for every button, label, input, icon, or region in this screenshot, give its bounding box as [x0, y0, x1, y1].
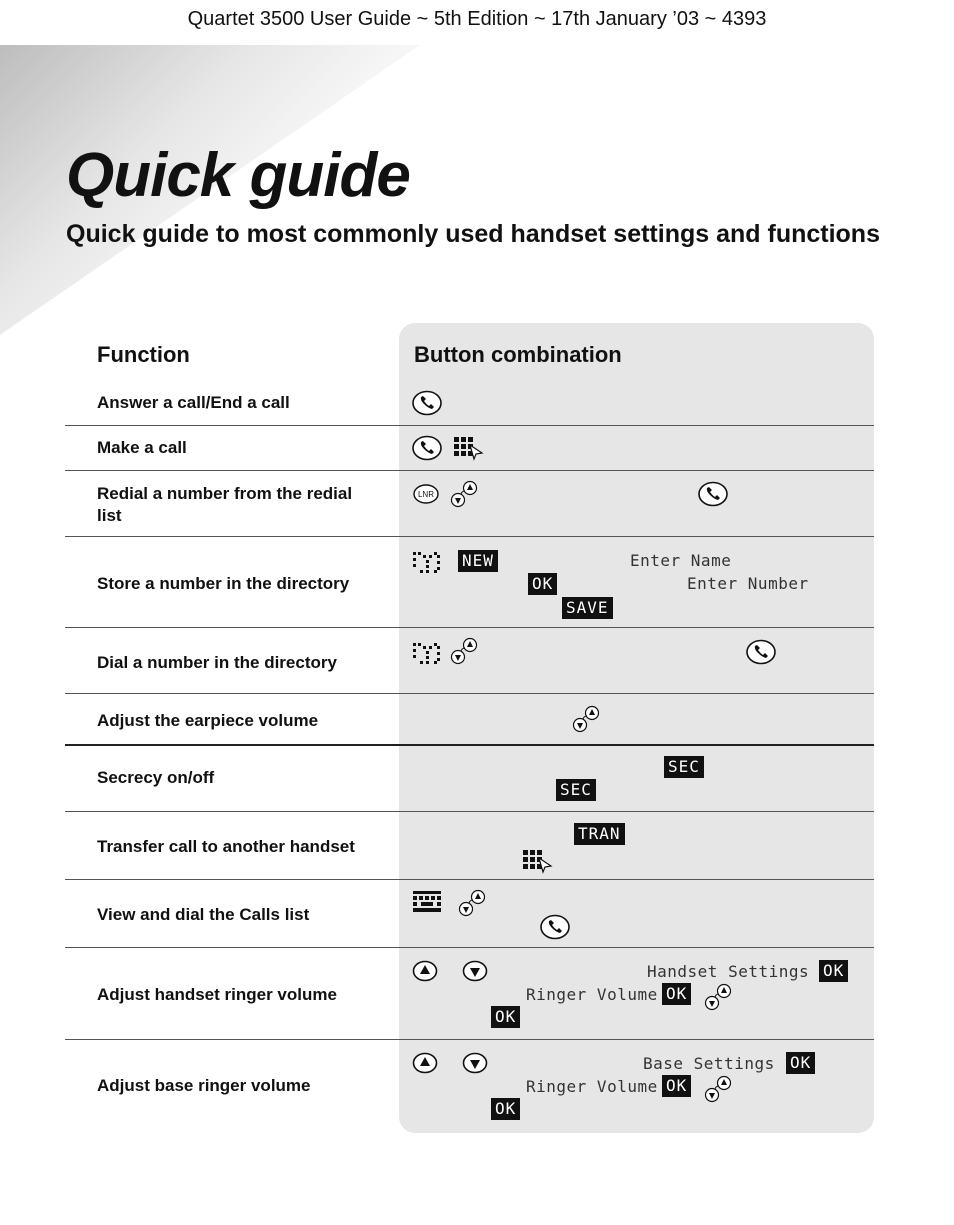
display-ok: OK [491, 1098, 520, 1120]
button-combination-cell [400, 746, 870, 812]
function-label: Redial a number from the redial list [97, 484, 353, 525]
screen-text-enter-number: Enter Number [687, 574, 809, 593]
scroll-button-icon [456, 888, 490, 918]
button-combination-cell [400, 880, 870, 948]
screen-text-base-settings: Base Settings [643, 1054, 775, 1073]
button-combination-cell [400, 537, 870, 628]
button-combination-cell [400, 380, 870, 426]
function-label: Adjust handset ringer volume [97, 985, 337, 1004]
table-row [65, 537, 874, 628]
page-title: Quick guide [66, 141, 410, 210]
display-ok: OK [662, 983, 691, 1005]
screen-text-ringer-volume: Ringer Volume [526, 1077, 658, 1096]
screen-text-ringer-volume: Ringer Volume [526, 985, 658, 1004]
scroll-button-icon [448, 636, 482, 666]
table-row [65, 746, 874, 812]
button-combination-column-header: Button combination [414, 342, 622, 367]
display-ok: OK [491, 1006, 520, 1028]
button-combination-cell [400, 426, 870, 471]
table-row [65, 812, 874, 880]
function-label: Dial a number in the directory [97, 653, 337, 672]
display-save: SAVE [562, 597, 613, 619]
table-row [65, 380, 874, 426]
function-label: Make a call [97, 438, 187, 457]
button-combination-cell [400, 628, 870, 694]
function-label: Secrecy on/off [97, 768, 215, 787]
talk-button-icon [746, 639, 776, 665]
directory-button-icon [412, 641, 442, 665]
keypad-icon [521, 848, 557, 874]
function-label: Adjust base ringer volume [97, 1076, 311, 1095]
table-row [65, 628, 874, 694]
function-label: Transfer call to another handset [97, 837, 355, 856]
button-combination-cell [400, 1040, 870, 1133]
table-row [65, 694, 874, 746]
display-ok: OK [528, 573, 557, 595]
function-column-header: Function [97, 342, 190, 367]
down-button-icon [462, 960, 488, 982]
table-row [65, 471, 874, 537]
running-header: Quartet 3500 User Guide ~ 5th Edition ~ 17th January ’03 ~ 4393 [187, 8, 767, 30]
redial-button-icon [412, 483, 440, 505]
function-label: Answer a call/End a call [97, 393, 290, 412]
display-new: NEW [458, 550, 498, 572]
redial-icon-label: LNR [417, 490, 435, 499]
table-row [65, 880, 874, 948]
function-label: Store a number in the directory [97, 574, 350, 593]
display-ok: OK [662, 1075, 691, 1097]
table-row [65, 426, 874, 471]
directory-button-icon [412, 550, 442, 574]
scroll-button-icon [702, 1074, 736, 1104]
keypad-icon [452, 435, 488, 461]
function-label: View and dial the Calls list [97, 905, 310, 924]
display-sec: SEC [556, 779, 596, 801]
screen-text-handset-settings: Handset Settings [647, 962, 810, 981]
display-tran: TRAN [574, 823, 625, 845]
calls-list-button-icon [412, 890, 442, 914]
talk-button-icon [540, 914, 570, 940]
table-row [65, 948, 874, 1040]
table-row [65, 1040, 874, 1133]
screen-text-enter-name: Enter Name [630, 551, 732, 570]
button-combination-cell [400, 471, 870, 537]
page-subtitle: Quick guide to most commonly used handset settings and functions [66, 220, 880, 248]
scroll-button-icon [570, 704, 604, 734]
button-combination-cell [400, 948, 870, 1040]
talk-button-icon [698, 481, 728, 507]
function-label: Adjust the earpiece volume [97, 711, 319, 730]
up-button-icon [412, 960, 438, 982]
scroll-button-icon [448, 479, 482, 509]
display-ok: OK [819, 960, 848, 982]
display-sec: SEC [664, 756, 704, 778]
up-button-icon [412, 1052, 438, 1074]
button-combination-cell [400, 812, 870, 880]
scroll-button-icon [702, 982, 736, 1012]
talk-button-icon [412, 435, 442, 461]
display-ok: OK [786, 1052, 815, 1074]
button-combination-cell [400, 694, 870, 746]
down-button-icon [462, 1052, 488, 1074]
talk-button-icon [412, 390, 442, 416]
